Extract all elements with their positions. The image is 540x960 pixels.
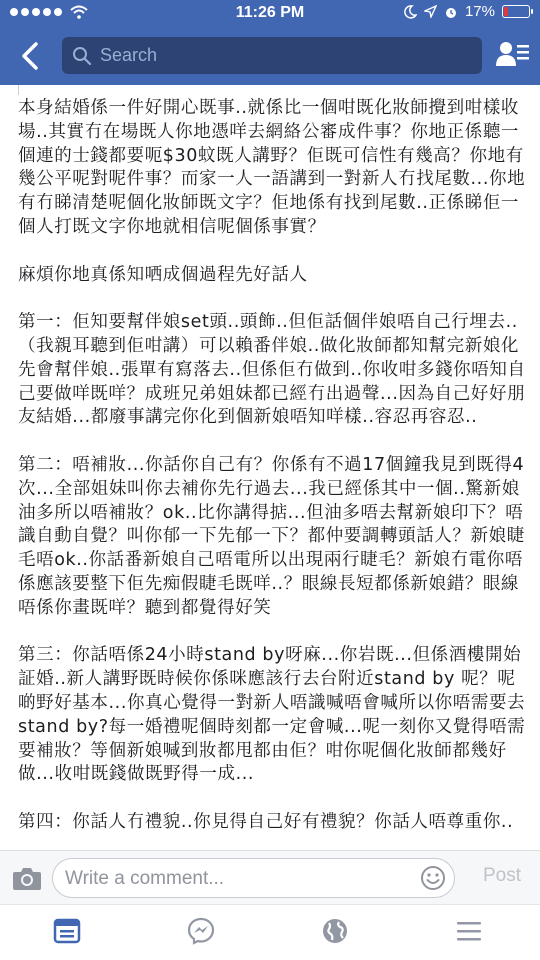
post-content: [0, 85, 540, 850]
camera-icon: [12, 865, 42, 891]
emoji-icon: [420, 865, 446, 891]
tab-messenger[interactable]: [187, 917, 217, 947]
back-icon: [12, 38, 52, 74]
comment-bar: [0, 850, 540, 904]
post-text: [18, 97, 528, 850]
status-right: [403, 3, 530, 20]
comment-input[interactable]: [52, 858, 455, 898]
post-paragraph: 麻煩你地真係知哂成個過程先好話人: [18, 264, 308, 285]
nav-row: [0, 28, 540, 85]
post-paragraph: 本身結婚係一件好開心既事..就係比一個咁既化妝師攪到咁樣收場..其實冇在場既人你地憑咩去網絡公審成件事？你地正係聽一個連的士錢都要呃$30蚊既人講野？佢既可信性有幾高？你地有幾公平呢對呢件事？而家一人一語講到一對新人冇找尾數...你地有冇睇清楚呢個化妝師既文字？佢地係有找到尾數..正係睇佢一個人打既文字你地就相信呢個係事實？: [18, 98, 526, 237]
battery-icon: [502, 5, 530, 18]
battery-level: [504, 7, 508, 16]
news-feed-icon: [53, 917, 81, 945]
comment-placeholder: Write a comment...: [65, 868, 225, 889]
post-paragraph: 第二：唔補妝...你話你自己有？你係有不過17個鐘我見到既得4次...全部姐妹叫你去補你先行過去...我已經係其中一個..驚新娘油多所以唔補妝？ok..比你講得掂...但油多唔去幫新娘印下？唔識自動自覺？叫你郁一下先郁一下？都仲要調轉頭話人？新娘睫毛唔ok..你話番新娘自己唔電所以出現兩行睫毛？新娘冇電你唔係應該要整下佢先痴假睫毛既咩..？眼線長短都係新娘錯？眼線唔係你畫既咩？聽到都覺得好笑: [18, 454, 525, 618]
globe-icon: [321, 917, 349, 945]
friend-requests-icon: [496, 39, 530, 71]
tab-globe[interactable]: [321, 917, 351, 947]
location-icon: [424, 5, 437, 18]
friend-requests-button[interactable]: [496, 39, 530, 71]
menu-icon: [455, 917, 483, 945]
battery-percent: 17%: [464, 3, 495, 20]
tab-news-feed[interactable]: [53, 917, 83, 947]
status-time: 11:26 PM: [235, 4, 305, 21]
bottom-nav: [0, 904, 540, 960]
tab-menu[interactable]: [455, 917, 485, 947]
moon-icon: [403, 5, 417, 19]
post-paragraph: 第四：你話人冇禮貌..你見得自己好有禮貌？你話人唔尊重你..: [18, 811, 514, 832]
alarm-icon: [444, 5, 458, 19]
status-bar: [0, 0, 540, 28]
post-paragraph: 第一：佢知要幫伴娘set頭..頭飾..但佢話個伴娘唔自己行埋去..（我親耳聽到佢咁講）可以賴番伴娘..做化妝師都知幫完新娘化先會幫伴娘..張單有寫落去..但係佢冇做到..你收咁多錢你唔知自己要做咩既咩？成班兄弟姐妹都已經冇出過聲...因為自己好好朋友結婚...都廢事講完你化到個新娘唔知咩樣..容忍再容忍..: [18, 312, 526, 428]
messenger-icon: [187, 917, 215, 945]
back-button[interactable]: [12, 38, 52, 74]
post-top-edge: [18, 85, 19, 95]
search-placeholder: Search: [100, 45, 158, 65]
post-button[interactable]: Post: [482, 865, 521, 886]
camera-button[interactable]: [12, 865, 42, 891]
search-input[interactable]: [62, 37, 482, 74]
top-header: [0, 0, 540, 85]
emoji-button[interactable]: [420, 865, 446, 891]
search-icon: [72, 46, 92, 66]
post-paragraph: 第三：你話唔係24小時stand by呀麻...你岩既...但係酒樓開始証婚..新人講野既時候你係咪應該行去台附近stand by 呢？呢啲野好基本...你真心覺得一對新人唔識喊唔會喊所以你唔需要去stand by?每一婚禮呢個時刻都一定會喊...呢一刻你又覺得唔需要補妝？等個新娘喊到妝都甩都由佢？咁你呢個化妝師都幾好做...收咁既錢做既野得一成...: [18, 645, 526, 785]
